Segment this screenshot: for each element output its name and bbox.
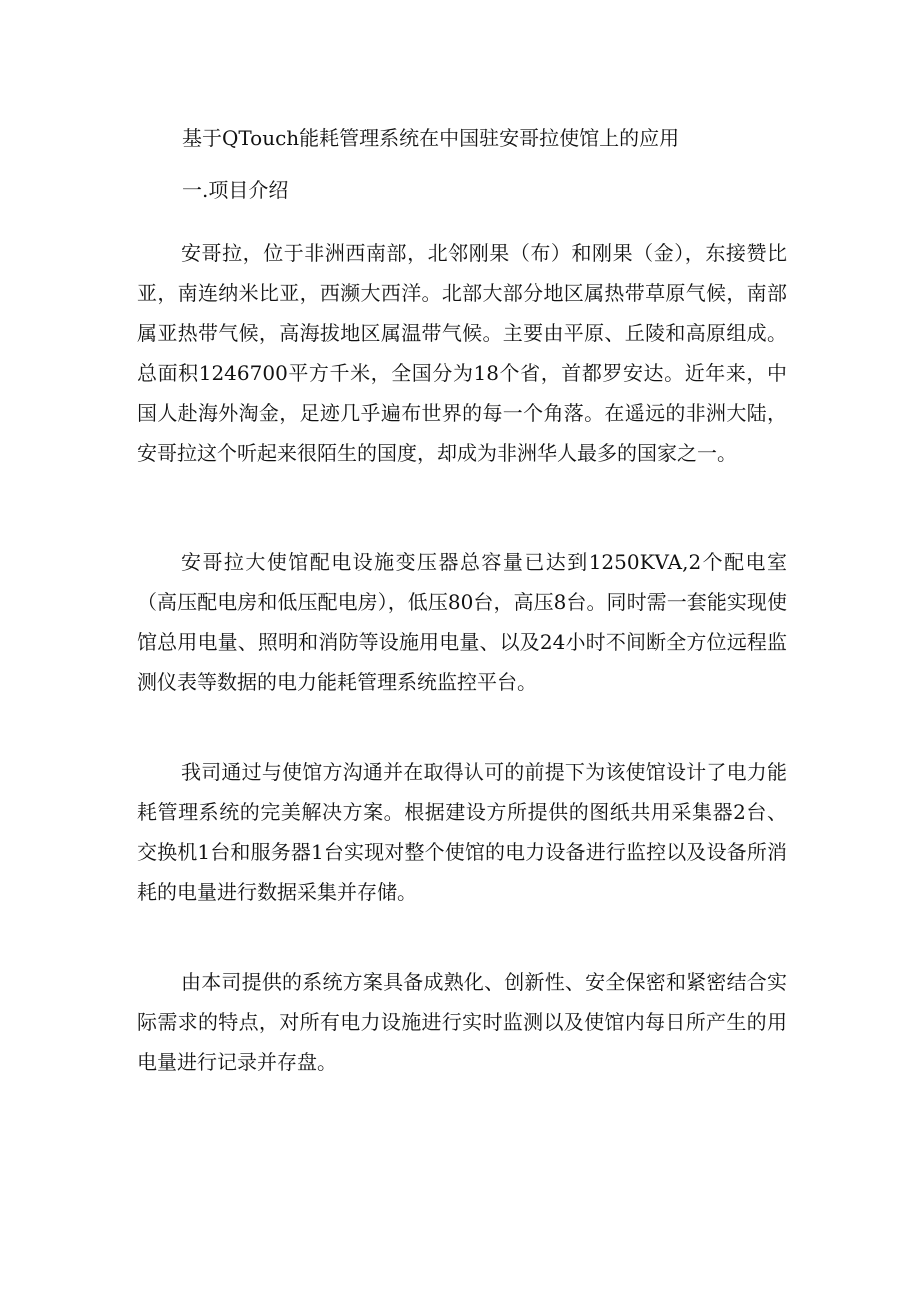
paragraph-power-facilities: 安哥拉大使馆配电设施变压器总容量已达到1250KVA,2个配电室（高压配电房和低压配电房），低压80台，高压8台。同时需一套能实现使馆总用电量、照明和消防等设施用电量、以及24小时不间断全方位远程监测仪表等数据的电力能耗管理系统监控平台。 [137,550,787,694]
paragraph-solution: 我司通过与使馆方沟通并在取得认可的前提下为该使馆设计了电力能耗管理系统的完美解决方案。根据建设方所提供的图纸共用采集器2台、交换机1台和服务器1台实现对整个使馆的电力设备进行监控以及设备所消耗的电量进行数据采集并存储。 [137,760,787,904]
section-heading: 一.项目介绍 [182,178,289,202]
document-title: 基于QTouch能耗管理系统在中国驻安哥拉使馆上的应用 [182,126,680,150]
paragraph-angola-intro: 安哥拉，位于非洲西南部，北邻刚果（布）和刚果（金），东接赞比亚，南连纳米比亚，西濒大西洋。北部大部分地区属热带草原气候，南部属亚热带气候，高海拔地区属温带气候。主要由平原、丘陵和高原组成。总面积1246700平方千米，全国分为18个省，首都罗安达。近年来，中国人赴海外淘金，足迹几乎遍布世界的每一个角落。在遥远的非洲大陆，安哥拉这个听起来很陌生的国度，却成为非洲华人最多的国家之一。 [137,241,787,465]
paragraph-features: 由本司提供的系统方案具备成熟化、创新性、安全保密和紧密结合实际需求的特点，对所有电力设施进行实时监测以及使馆内每日所产生的用电量进行记录并存盘。 [137,970,787,1074]
